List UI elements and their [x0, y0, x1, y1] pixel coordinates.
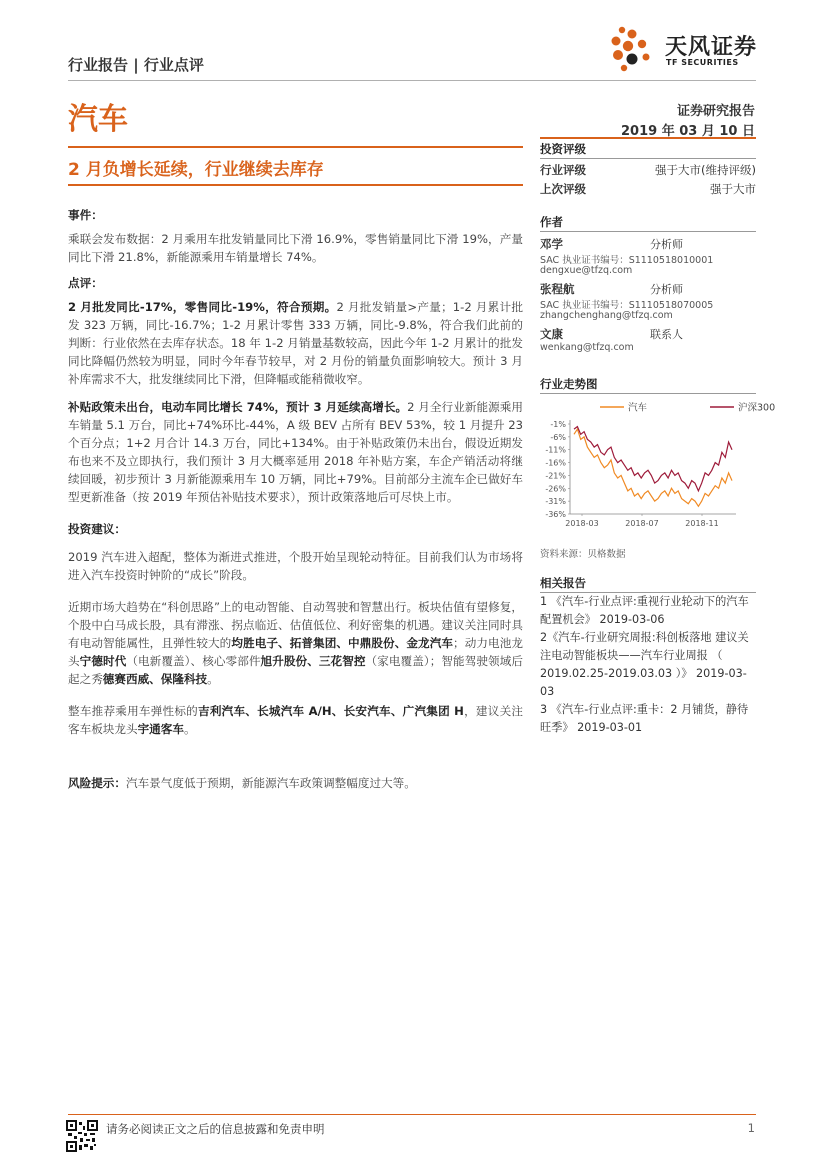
author-email[interactable]: dengxue@tfzq.com	[540, 265, 633, 276]
report-type: 行业报告 | 行业点评	[68, 56, 204, 74]
authors-rule	[540, 231, 756, 232]
x-tick-label: 2018-03	[565, 519, 599, 528]
industry-name: 汽车	[68, 102, 128, 137]
legend-label: 沪深300	[738, 402, 776, 414]
logo-dot	[628, 30, 637, 39]
invest-paragraph-2	[68, 598, 523, 688]
author-cert: SAC 执业证书编号：S1110518070005	[540, 300, 714, 311]
risk-label: 风险提示：	[68, 776, 126, 790]
x-tick-label: 2018-07	[625, 519, 659, 528]
para5-b: ，建议关注客车板块龙头	[68, 704, 523, 736]
author-name: 邓学	[540, 237, 563, 251]
para4-stocks-3: 旭升股份、三花智控	[260, 654, 366, 668]
y-tick-label: -26%	[545, 484, 566, 494]
logo-dot	[627, 54, 638, 65]
trend-rule	[540, 393, 756, 394]
industry-rating-label: 行业评级	[540, 163, 586, 177]
trend-heading: 行业走势图	[540, 377, 598, 391]
para4-c: （电新覆盖）、核心零部件	[126, 654, 261, 668]
author-role: 分析师	[650, 238, 683, 251]
comment-paragraph-2	[68, 398, 523, 506]
prev-rating-label: 上次评级	[540, 182, 586, 196]
rating-heading: 投资评级	[540, 142, 586, 156]
y-tick-label: -11%	[545, 445, 566, 455]
y-tick-label: -21%	[545, 471, 566, 481]
para5-c: 。	[183, 722, 196, 736]
author-cert: SAC 执业证书编号：S1110518010001	[540, 255, 714, 266]
report-label: 证券研究报告	[676, 104, 755, 119]
industry-trend-chart	[540, 396, 776, 536]
logo-dot	[612, 37, 621, 46]
para4-stocks-2: 宁德时代	[79, 654, 127, 668]
y-tick-label: -1%	[550, 420, 566, 429]
related-item[interactable]: 2《汽车-行业研究周报:科创板落地 建议关注电动智能板块——汽车行业周报 （ 2019.02.25-2019.03.03 ）》 2019-03-03	[540, 631, 749, 698]
logo-dot	[643, 54, 650, 61]
para4-e: 。	[207, 672, 219, 686]
main-content	[68, 206, 523, 802]
author-3	[540, 326, 756, 342]
para2-lead: 补贴政策未出台，电动车同比增长 74%，预计 3 月延续高增长。	[68, 400, 408, 414]
para2-body: 2 月全行业新能源乘用车销量 5.1 万台，同比+74%环比-44%，A 级 BEV 占所有 BEV 53%，较 1 月提升 23 个百分点；1+2 月合计 14.3 万台，同比+134%。由于补贴政策仍未出台，假设近期发布也来不及立即执行，我们预计 3 月大概率延用 2018 年补贴方案，车企产销活动将继续回暖，初步预计 3 月新能源乘用车 10 万辆，同比+79%。目前部分主流车企已做好车型更新准备（按 2019 年预估补贴技术要求），预计政策落地后可尽快上市。	[68, 400, 523, 504]
y-tick-label: -6%	[550, 432, 566, 442]
y-tick-label: -36%	[545, 510, 566, 519]
author-2	[540, 281, 756, 297]
author-email[interactable]: zhangchenghang@tfzq.com	[540, 310, 673, 321]
risk-text: 汽车景气度低于预期，新能源汽车政策调整幅度过大等。	[125, 776, 416, 790]
related-item[interactable]: 3 《汽车-行业点评:重卡：2 月铺货，静待旺季》 2019-03-01	[540, 703, 749, 734]
qr-code-icon	[66, 1120, 98, 1152]
footer-divider	[68, 1114, 756, 1115]
prev-rating-value: 强于大市	[710, 182, 756, 196]
logo-name-cn: 天风证券	[665, 35, 758, 60]
logo-dot	[621, 65, 627, 71]
logo-dot	[613, 50, 623, 60]
authors-heading: 作者	[540, 215, 563, 229]
author-1	[540, 236, 756, 252]
event-text: 乘联会发布数据：2 月乘用车批发销量同比下滑 16.9%，零售销量同比下滑 19%，产量同比下滑 21.8%，新能源乘用车销量增长 74%。	[68, 232, 523, 264]
report-title: 2 月负增长延续，行业继续去库存	[68, 160, 324, 180]
author-role: 联系人	[650, 328, 683, 341]
header-divider	[68, 80, 756, 81]
author-email[interactable]: wenkang@tfzq.com	[540, 342, 634, 353]
author-list	[540, 236, 756, 356]
invest-paragraph-3	[68, 702, 523, 738]
invest-paragraph-1: 2019 汽车进入超配，整体为渐进式推进，个股开始呈现轮动特征。目前我们认为市场将进入汽车投资时钟阶的“成长”阶段。	[68, 550, 523, 582]
logo-dot	[638, 40, 646, 48]
author-name: 张程航	[540, 282, 575, 296]
para5-stocks-1: 吉利汽车、长城汽车 A/H、长安汽车、广汽集团 H	[198, 704, 464, 718]
related-heading: 相关报告	[540, 576, 586, 590]
related-item[interactable]: 1 《汽车-行业点评:重视行业轮动下的汽车配置机会》 2019-03-06	[540, 595, 749, 626]
risk-paragraph	[68, 774, 523, 792]
chart-source: 资料来源：贝格数据	[540, 549, 626, 560]
footer-disclaimer: 请务必阅读正文之后的信息披露和免责申明	[106, 1122, 325, 1136]
logo-dot	[623, 41, 633, 51]
event-heading: 事件：	[68, 208, 103, 222]
author-name: 文康	[540, 327, 563, 341]
logo-dot	[619, 27, 625, 33]
industry-rating-value: 强于大市(维持评级)	[655, 163, 756, 177]
para4-stocks-4: 德赛西威、保隆科技	[102, 672, 208, 686]
sidebar-top-rule	[540, 137, 756, 139]
related-list	[540, 593, 756, 737]
para5-stocks-2: 宇通客车	[137, 722, 184, 736]
author-role: 分析师	[650, 283, 683, 296]
x-tick-label: 2018-11	[685, 519, 719, 528]
invest-heading: 投资建议：	[68, 522, 126, 536]
page-number: 1	[747, 1121, 755, 1135]
series-line	[574, 429, 732, 506]
rating-rule	[540, 158, 756, 159]
series-line	[574, 427, 732, 491]
rating-table	[540, 162, 756, 202]
para1-lead: 2 月批发同比-17%，零售同比-19%，符合预期。	[68, 300, 337, 314]
legend-label: 汽车	[628, 402, 648, 414]
y-tick-label: -16%	[545, 458, 566, 468]
para4-b: ；动力电池龙头	[68, 636, 523, 668]
para1-body: 2 月批发销量>产量；1-2 月累计批发 323 万辆，同比-16.7%；1-2 月累计零售 333 万辆，同比-9.8%，符合我们此前的判断：行业依然在去库存状态。18 年 1-2 月销量基数较高，因此今年 1-2 月累计的批发同比降幅仍然较为明显，同时今年春节较早，对 2 月份的销量负面影响较大。预计 3 月补库需求不大，批发继续同比下滑，但降幅或能稍微收窄。	[68, 300, 523, 386]
para4-stocks-1: 均胜电子、拓普集团、中鼎股份、金龙汽车	[231, 636, 454, 650]
y-tick-label: -31%	[545, 497, 566, 507]
para5-a: 整车推荐乘用车弹性标的	[68, 704, 198, 718]
comment-paragraph-1	[68, 298, 523, 388]
logo-name-en: TF SECURITIES	[666, 58, 739, 67]
para4-a: 近期市场大趋势在“科创思路”上的电动智能、自动驾驶和智慧出行。板块估值有望修复，个股中白马成长股，具有滞涨、拐点临近、估值低位、利好密集的机遇。建议关注同时具有电动智能属性，且弹性较大的	[68, 600, 523, 650]
para4-d: （家电覆盖）；智能驾驶领域后起之秀	[68, 654, 523, 686]
report-date: 2019 年 03 月 10 日	[621, 124, 755, 139]
comment-heading: 点评：	[68, 276, 103, 290]
